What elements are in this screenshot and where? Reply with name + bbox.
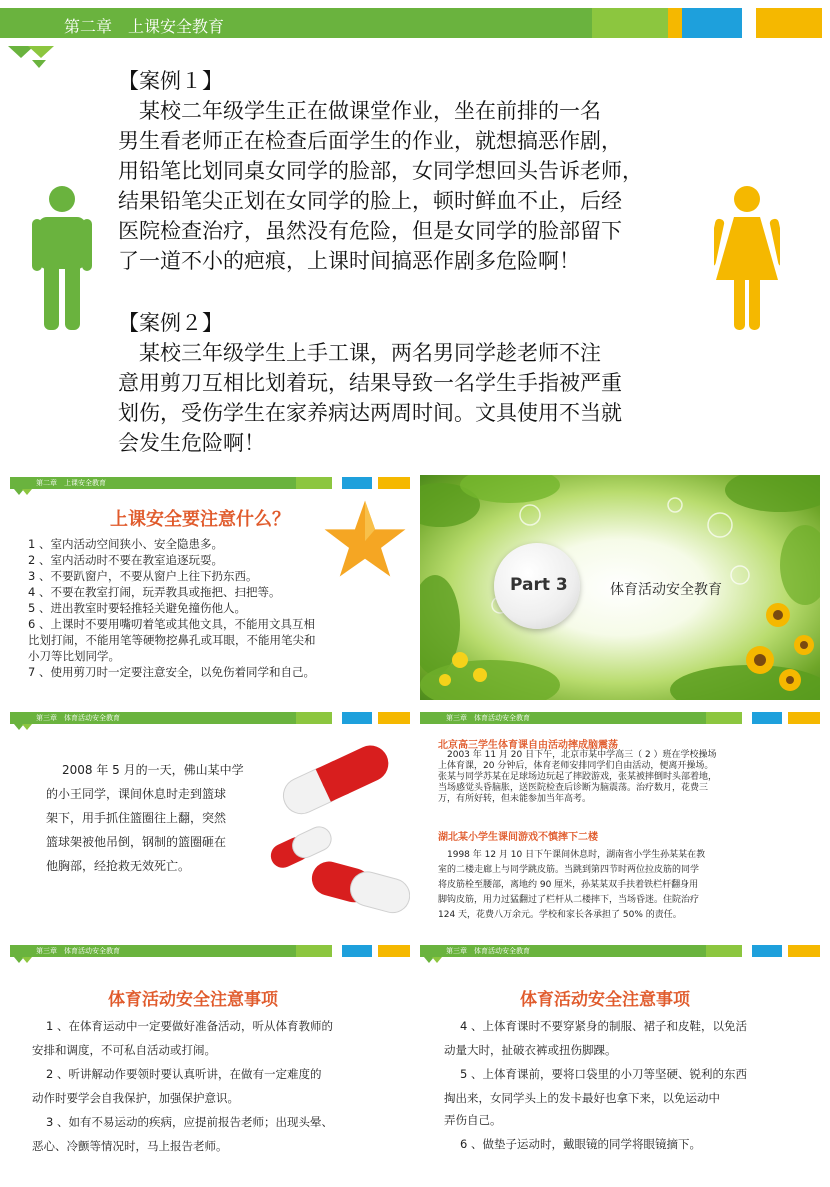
- header-blue-block: [342, 477, 372, 489]
- note-line-2: 安排和调度，不可私自活动或打闹。: [32, 1043, 216, 1057]
- slide-pe-notes-1: [10, 943, 410, 1168]
- header-bar: [420, 943, 820, 959]
- note-line-4: 动作时要学会自我保护，加强保护意识。: [32, 1091, 239, 1105]
- rule-6b: 比划打闹，不能用笔等硬物挖鼻孔或耳眼，不能用笔尖和: [28, 633, 316, 647]
- header-blue-block: [342, 712, 372, 724]
- part-label: Part 3: [510, 575, 568, 595]
- case-a-line-5: 万，有所好转，但未能参加当年高考。: [438, 794, 592, 804]
- header-title: 第三章 体育活动安全教育: [446, 714, 530, 722]
- header-yellow-block: [756, 8, 822, 38]
- male-figure-icon: [32, 185, 92, 330]
- note-line-3: 5 、上体育课前，要将口袋里的小刀等坚硬、锐利的东西: [460, 1067, 747, 1081]
- slide-title: 上课安全要注意什么？: [110, 509, 290, 530]
- rule-1: 1 、室内活动空间狭小、安全隐患多。: [28, 537, 223, 551]
- case-line-4: 篮球架被他吊倒，钢制的篮圈砸在: [46, 835, 227, 849]
- header-blue-block: [342, 945, 372, 957]
- header-title: 第二章 上课安全教育: [36, 479, 106, 487]
- case-b-title: 湖北某小学生课间游戏不慎摔下二楼: [438, 832, 598, 843]
- header-bar: [10, 475, 410, 491]
- case2-title: 【案例２】: [118, 311, 223, 335]
- decor-triangles: [14, 953, 44, 973]
- capsule-pill-icon: [260, 740, 410, 920]
- header-bar: [0, 0, 830, 46]
- case1-line-4: 结果铅笔尖正划在女同学的脸上，顿时鲜血不止，后经: [118, 189, 622, 213]
- header-blue-block: [752, 945, 782, 957]
- header-yellow-block: [788, 712, 820, 724]
- case-b-line-4: 脚钩皮筋，用力过猛翻过了栏杆从二楼摔下，当场昏迷。住院治疗: [438, 895, 700, 905]
- case-line-1: 2008 年 5 月的一天，佛山某中学: [62, 763, 244, 777]
- header-bar: [10, 943, 410, 959]
- slide-title: 体育活动安全注意事项: [108, 990, 278, 1010]
- header-bar: [10, 710, 410, 726]
- case2-line-1: 某校三年级学生上手工课，两名男同学趁老师不注: [118, 341, 601, 365]
- note-line-1: 4 、上体育课时不要穿紧身的制服、裙子和皮鞋，以免活: [460, 1019, 747, 1033]
- header-title: 第三章 体育活动安全教育: [36, 714, 120, 722]
- header-title: 第三章 体育活动安全教育: [446, 947, 530, 955]
- case-a-line-4: 当场感觉头昏脑胀，送医院检查后诊断为脑震荡。治疗数月，花费三: [438, 783, 709, 793]
- case-b-line-5: 124 天，花费八万余元。学校和家长各承担了 50% 的责任。: [438, 910, 682, 920]
- header-blue-block: [752, 712, 782, 724]
- decor-triangles: [14, 720, 44, 740]
- slide-part3: [420, 475, 820, 700]
- header-lightgreen-block: [296, 945, 332, 957]
- note-line-4: 掏出来，女同学头上的发卡最好也拿下来，以免运动中: [444, 1091, 720, 1105]
- note-line-3: 2 、听讲解动作要领时要认真听讲，在做有一定难度的: [46, 1067, 322, 1081]
- case-line-5: 他胸部，经抢救无效死亡。: [46, 859, 191, 873]
- note-line-1: 1 、在体育运动中一定要做好准备活动，听从体育教师的: [46, 1019, 333, 1033]
- female-figure-icon: [714, 185, 780, 330]
- rule-2: 2 、室内活动时不要在教室追逐玩耍。: [28, 553, 223, 567]
- header-yellow-block: [378, 477, 410, 489]
- decor-triangles: [14, 485, 44, 505]
- star-icon: [322, 499, 408, 579]
- header-lightgreen-block: [706, 712, 742, 724]
- note-line-6: 恶心、冷颤等情况时，马上报告老师。: [32, 1139, 228, 1153]
- rule-6a: 6 、上课时不要用嘴叨着笔或其他文具，不能用文具互相: [28, 617, 315, 631]
- header-lightgreen-block: [296, 477, 332, 489]
- rule-4: 4 、不要在教室打闹，玩弄教具或拖把、扫把等。: [28, 585, 281, 599]
- slide-pe-cases: [420, 710, 820, 935]
- slide-pe-notes-2: [420, 943, 820, 1168]
- main-slide: [0, 0, 830, 470]
- case-b-line-2: 室的二楼走廊上与同学跳皮筋。当跳到第四节时两位拉皮筋的同学: [438, 865, 700, 875]
- slide-basketball-case: [10, 710, 410, 935]
- case1-line-3: 用铅笔比划同桌女同学的脸部，女同学想回头告诉老师，: [118, 159, 643, 183]
- header-yellow-block: [378, 945, 410, 957]
- header-title: 第三章 体育活动安全教育: [36, 947, 120, 955]
- rule-3: 3 、不要趴窗户，不要从窗户上往下扔东西。: [28, 569, 258, 583]
- decor-triangles: [424, 953, 454, 973]
- case1-line-2: 男生看老师正在检查后面学生的作业，就想搞恶作剧，: [118, 129, 622, 153]
- case-a-line-2: 上体育课，20 分钟后，体育老师安排同学们自由活动，便离开操场。: [438, 761, 714, 771]
- header-title: 第二章 上课安全教育: [64, 17, 225, 36]
- note-line-5: 弄伤自己。: [444, 1113, 502, 1127]
- case-b-line-3: 将皮筋栓至腰部，离地约 90 厘米，孙某某双手扶着铁栏杆翻身用: [438, 880, 699, 890]
- slide-classroom-safety: [10, 475, 410, 700]
- header-bar: [420, 710, 820, 726]
- case1-line-5: 医院检查治疗，虽然没有危险，但是女同学的脸部留下: [118, 219, 622, 243]
- case-line-3: 架下，用手抓住篮圈往上翻，突然: [46, 811, 227, 825]
- decor-triangles: [8, 24, 78, 94]
- header-yellow-strip: [668, 8, 682, 38]
- case2-line-2: 意用剪刀互相比划着玩，结果导致一名学生手指被严重: [118, 371, 622, 395]
- note-line-5: 3 、如有不易运动的疾病，应提前报告老师；出现头晕、: [46, 1115, 333, 1129]
- header-blue-block: [682, 8, 742, 38]
- header-yellow-block: [378, 712, 410, 724]
- case-a-line-1: 2003 年 11 月 20 日下午，北京市某中学高三（ 2 ）班在学校操场: [438, 750, 717, 760]
- case-line-2: 的小王同学，课间休息时走到篮球: [46, 787, 227, 801]
- case-a-title: 北京高三学生体育课自由活动摔成脑震荡: [438, 740, 618, 751]
- case1-line-1: 某校二年级学生正在做课堂作业，坐在前排的一名: [118, 99, 601, 123]
- header-lightgreen-block: [296, 712, 332, 724]
- rule-5: 5 、进出教室时要轻推轻关避免撞伤他人。: [28, 601, 246, 615]
- header-lightgreen-block: [706, 945, 742, 957]
- case-a-line-3: 张某与同学苏某在足球场边玩起了摔跤游戏，张某被摔倒时头部着地，: [438, 772, 718, 782]
- note-line-6: 6 、做垫子运动时，戴眼镜的同学将眼镜摘下。: [460, 1137, 701, 1151]
- header-lightgreen-block: [592, 8, 668, 38]
- slide-title: 体育活动安全注意事项: [520, 990, 690, 1010]
- part-title: 体育活动安全教育: [610, 582, 722, 598]
- note-line-2: 动量大时，扯破衣裤或扭伤脚踝。: [444, 1043, 617, 1057]
- case1-line-6: 了一道不小的疤痕，上课时间搞恶作剧多危险啊！: [118, 249, 580, 273]
- case1-title: 【案例１】: [118, 69, 223, 93]
- rule-6c: 小刀等比划同学。: [28, 649, 120, 663]
- case-b-line-1: 1998 年 12 月 10 日下午课间休息时，湖南省小学生孙某某在教: [438, 850, 706, 860]
- case2-line-3: 划伤，受伤学生在家养病达两周时间。文具使用不当就: [118, 401, 622, 425]
- header-yellow-block: [788, 945, 820, 957]
- rule-7: 7 、使用剪刀时一定要注意安全，以免伤着同学和自己。: [28, 665, 315, 679]
- case2-line-4: 会发生危险啊！: [118, 431, 265, 455]
